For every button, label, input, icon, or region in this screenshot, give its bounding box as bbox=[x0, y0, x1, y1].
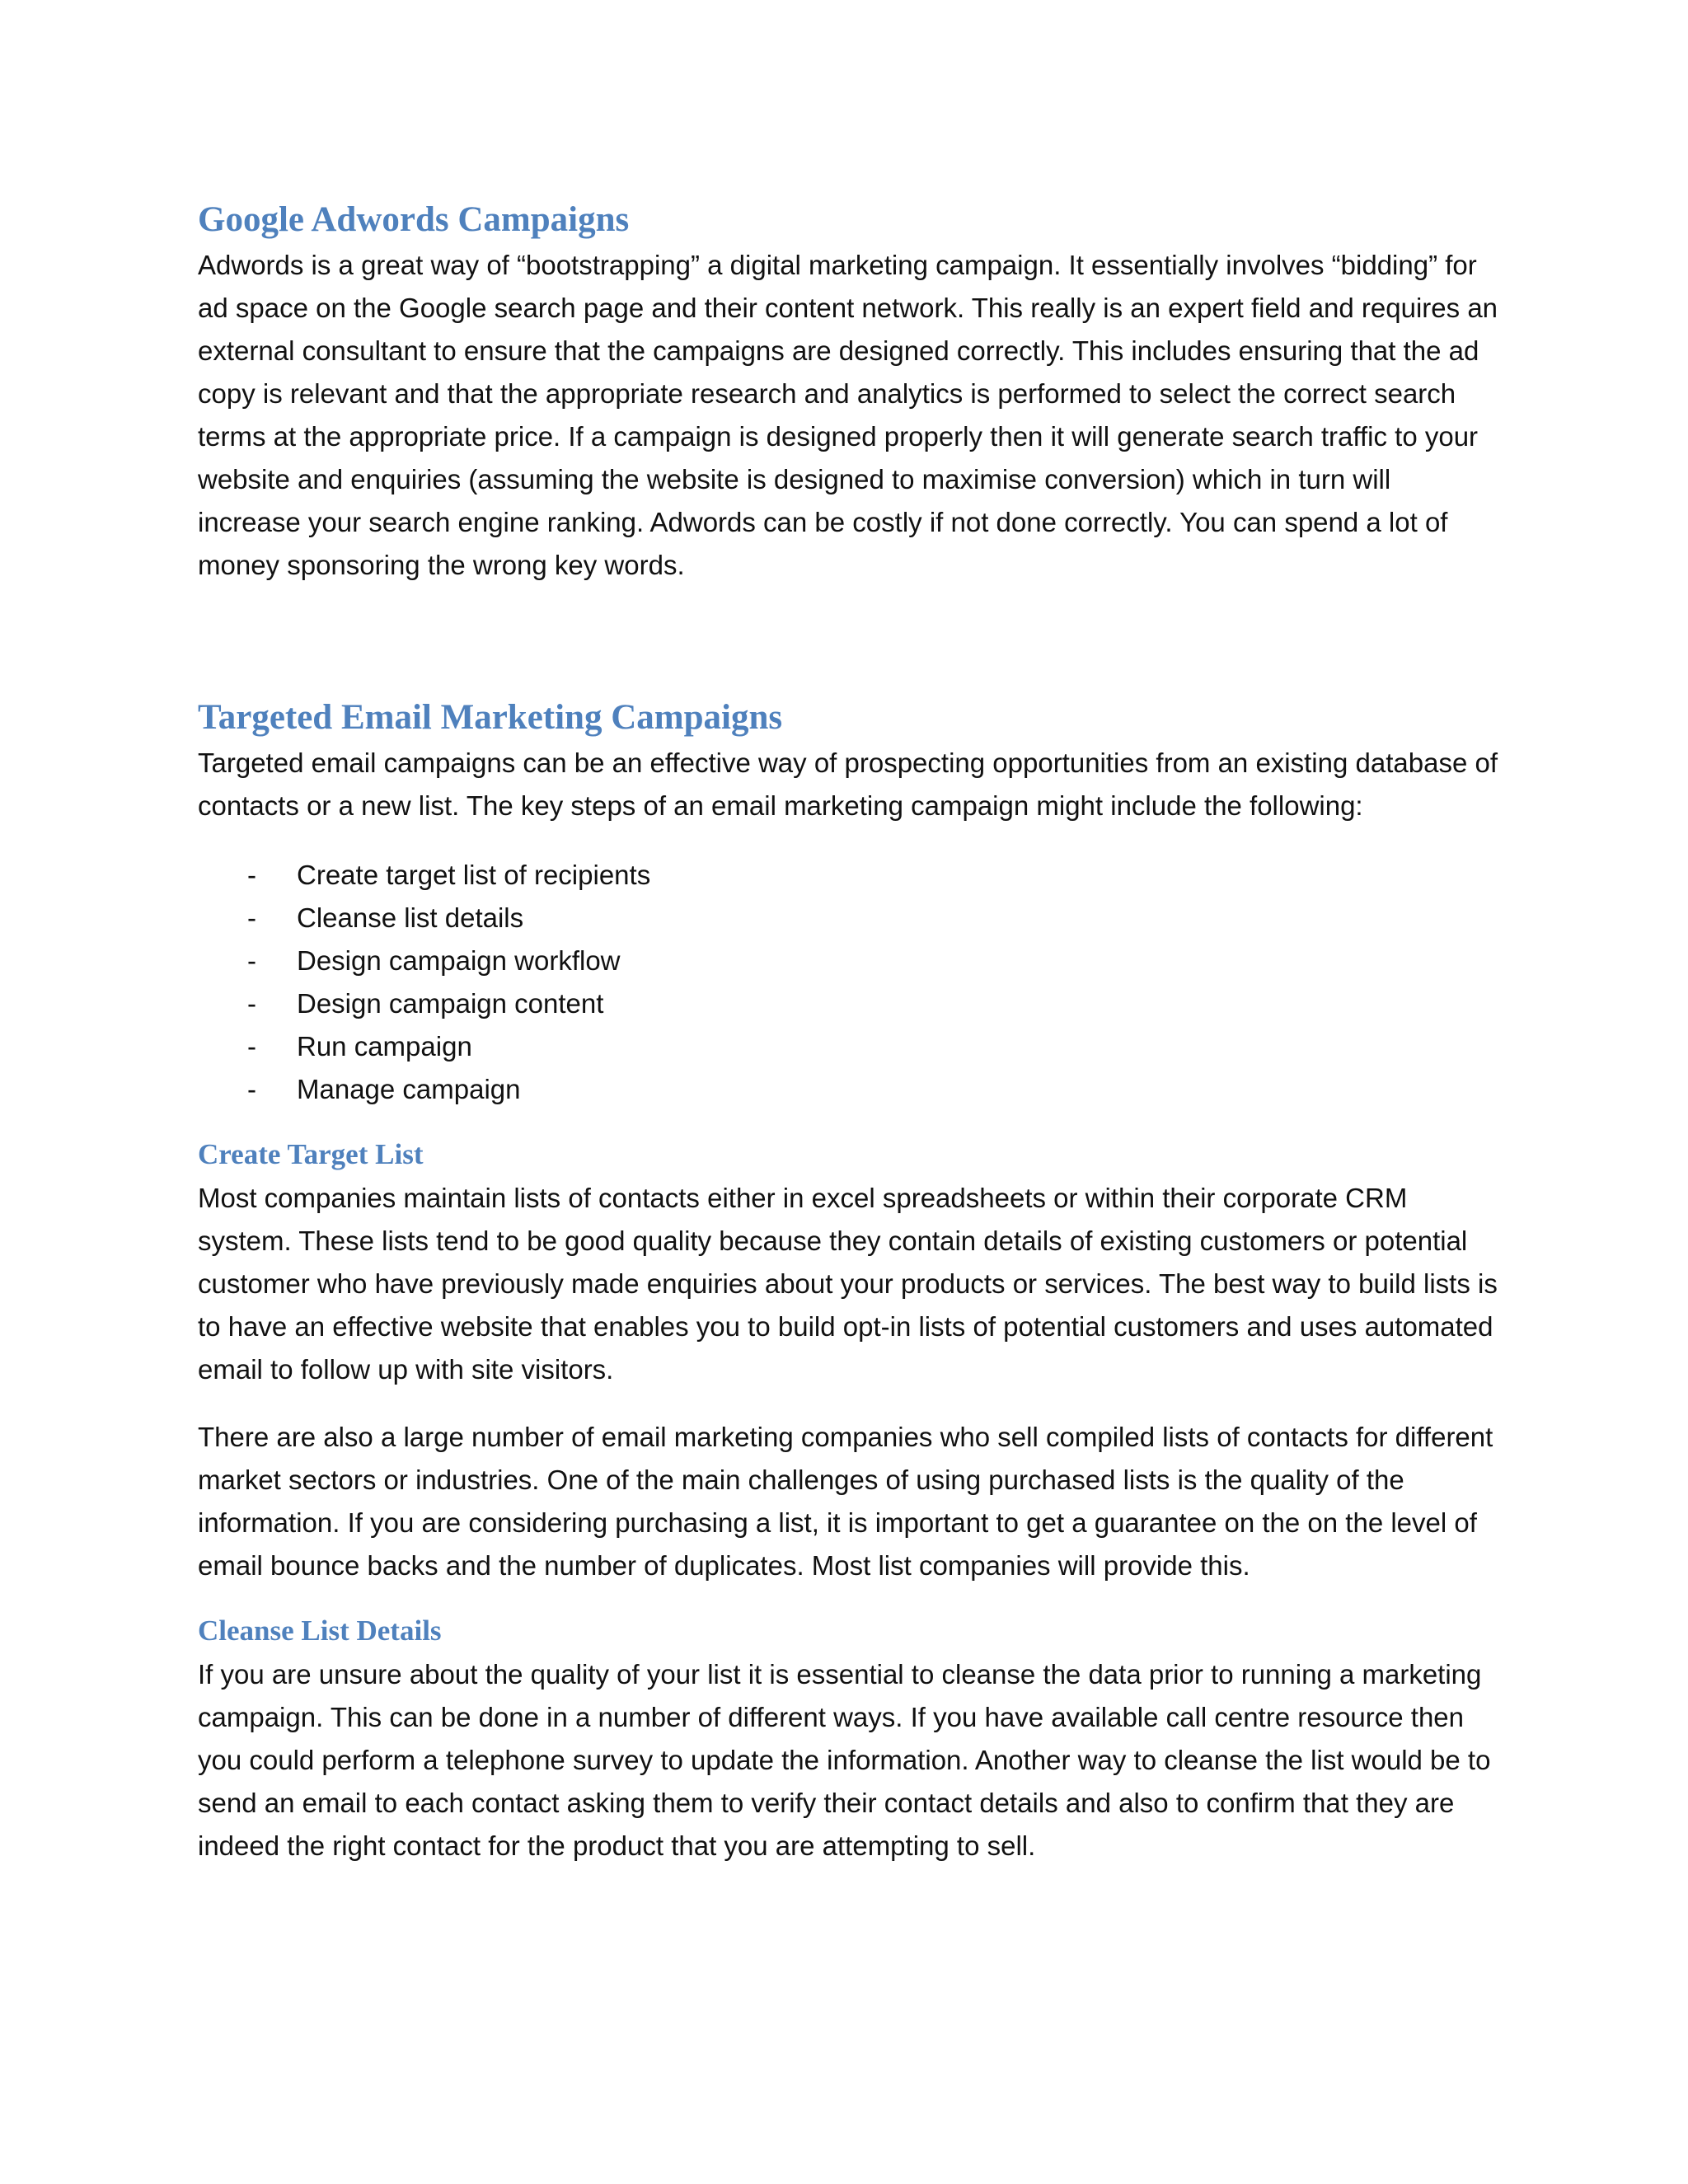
list-dash: - bbox=[247, 1074, 256, 1104]
spacer bbox=[198, 1391, 1500, 1416]
list-item bbox=[198, 1068, 1500, 1111]
list-dash: - bbox=[247, 1031, 256, 1062]
list-item-text: Design campaign content bbox=[297, 988, 604, 1019]
list-item bbox=[198, 897, 1500, 940]
heading-cleanse-list-details: Cleanse List Details bbox=[198, 1615, 442, 1647]
paragraph-adwords: Adwords is a great way of “bootstrapping” a digital marketing campaign. It essentially involves “bidding” for ad space on the Google search page and their content network. This really is an expert field and requires an external consultant to ensure that the campaigns are designed correctly. This includes ensuring that the ad copy is relevant and that the appropriate research and analytics is performed to select the correct search terms at the appropriate price. If a campaign is designed properly then it will generate search traffic to your website and enquiries (assuming the website is designed to maximise conversion) which in turn will increase your search engine ranking. Adwords can be costly if not done correctly. You can spend a lot of money sponsoring the wrong key words. bbox=[198, 250, 1498, 580]
list-item bbox=[198, 940, 1500, 982]
paragraph-create-target-list-1: Most companies maintain lists of contacts either in excel spreadsheets or within their corporate CRM system. These lists tend to be good quality because they contain details of existing customers or potential customer who have previously made enquiries about your products or services. The best way to build lists is to have an effective website that enables you to build opt-in lists of potential customers and uses automated email to follow up with site visitors. bbox=[198, 1183, 1498, 1385]
list-item-text: Run campaign bbox=[297, 1031, 472, 1062]
heading-targeted-email: Targeted Email Marketing Campaigns bbox=[198, 698, 783, 737]
document-page bbox=[198, 198, 1500, 1868]
list-item-text: Create target list of recipients bbox=[297, 860, 651, 890]
paragraph-targeted-email: Targeted email campaigns can be an effective way of prospecting opportunities from an existing database of contacts or a new list. The key steps of an email marketing campaign might include the following: bbox=[198, 748, 1498, 821]
list-item bbox=[198, 982, 1500, 1025]
spacer bbox=[198, 827, 1500, 854]
paragraph-create-target-list-2: There are also a large number of email marketing companies who sell compiled lists of contacts for different market sectors or industries. One of the main challenges of using purchased lists is the quality of the information. If you are considering purchasing a list, it is important to get a guarantee on the on the level of email bounce backs and the number of duplicates. Most list companies will provide this. bbox=[198, 1422, 1493, 1581]
spacer bbox=[198, 1111, 1500, 1136]
heading-google-adwords: Google Adwords Campaigns bbox=[198, 200, 630, 239]
list-item bbox=[198, 854, 1500, 897]
list-item-text: Cleanse list details bbox=[297, 902, 524, 933]
spacer bbox=[198, 1587, 1500, 1612]
list-dash: - bbox=[247, 945, 256, 976]
paragraph-cleanse-list-details: If you are unsure about the quality of your list it is essential to cleanse the data prior to running a marketing campaign. This can be done in a number of different ways. If you have available call centre resource then you could perform a telephone survey to update the information. Another way to cleanse the list would be to send an email to each contact asking them to verify their contact details and also to confirm that they are indeed the right contact for the product that you are attempting to sell. bbox=[198, 1659, 1491, 1861]
spacer bbox=[198, 587, 1500, 696]
list-dash: - bbox=[247, 902, 256, 933]
list-item-text: Design campaign workflow bbox=[297, 945, 621, 976]
list-dash: - bbox=[247, 860, 256, 890]
list-item-text: Manage campaign bbox=[297, 1074, 521, 1104]
heading-create-target-list: Create Target List bbox=[198, 1138, 424, 1170]
list-dash: - bbox=[247, 988, 256, 1019]
list-item bbox=[198, 1025, 1500, 1068]
campaign-steps-list bbox=[198, 854, 1500, 1111]
